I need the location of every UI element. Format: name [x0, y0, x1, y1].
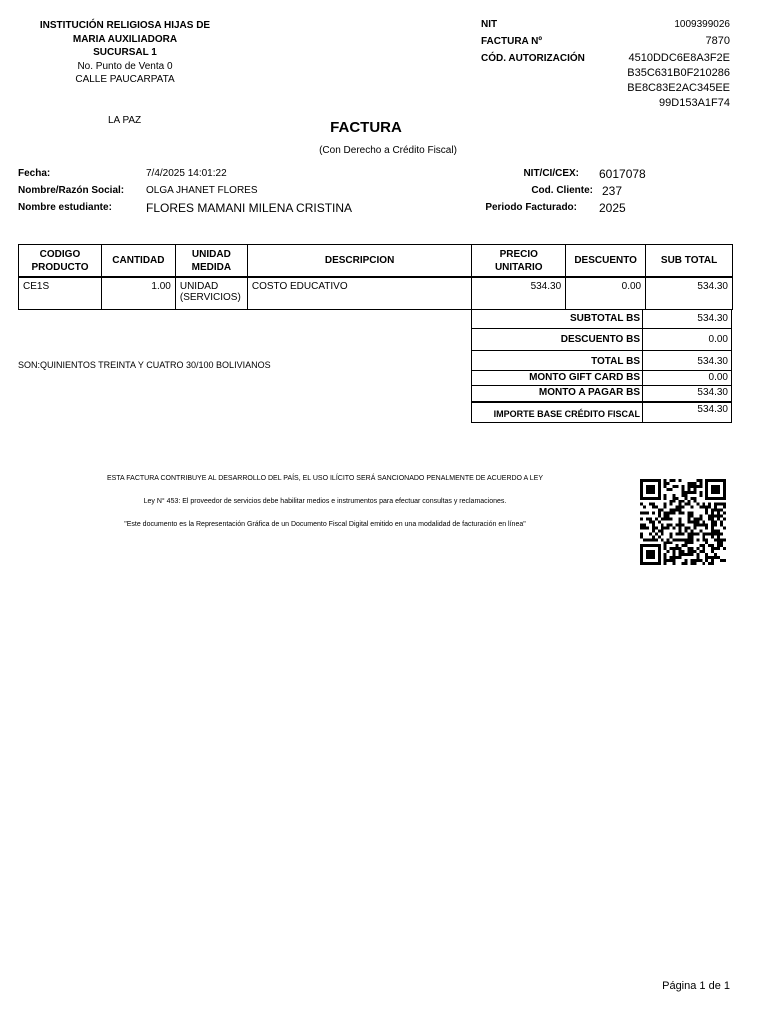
cell-code: CE1S — [19, 277, 102, 310]
column-header-code: CODIGO PRODUCTO — [19, 245, 102, 278]
cell-discount: 0.00 — [566, 277, 646, 310]
tax-base-value: 534.30 — [697, 404, 728, 415]
date-label: Fecha: — [18, 168, 51, 179]
issuer-name-line1: INSTITUCIÓN RELIGIOSA HIJAS DE — [39, 20, 211, 31]
column-header-subtotal: SUB TOTAL — [646, 245, 733, 278]
document-title: FACTURA — [330, 119, 402, 136]
totals-row-amount-to-pay — [471, 386, 732, 403]
subtotal-value: 534.30 — [697, 313, 728, 324]
column-header-quantity: CANTIDAD — [101, 245, 175, 278]
amount-to-pay-value: 534.30 — [697, 387, 728, 398]
issuer-branch: SUCURSAL 1 — [93, 47, 157, 58]
auth-code-value — [627, 51, 730, 111]
column-header-discount: DESCUENTO — [566, 245, 646, 278]
auth-code-line: B35C631B0F210286 — [627, 67, 730, 79]
table-row — [19, 277, 733, 310]
auth-code-line: BE8C83E2AC345EE — [627, 82, 730, 94]
tax-base-label: IMPORTE BASE CRÉDITO FISCAL — [472, 403, 643, 422]
totals-row-discount — [471, 329, 732, 351]
subtotal-label: SUBTOTAL BS — [472, 310, 643, 328]
client-name-label: Nombre/Razón Social: — [18, 185, 125, 196]
totals-row-tax-base — [471, 403, 732, 423]
total-value: 534.30 — [697, 356, 728, 367]
client-nit-label: NIT/CI/CEX: — [523, 168, 579, 179]
amount-to-pay-label: MONTO A PAGAR BS — [472, 386, 643, 401]
column-header-unit: UNIDAD MEDIDA — [175, 245, 247, 278]
client-nit-value: 6017078 — [599, 167, 646, 181]
cell-subtotal: 534.30 — [646, 277, 733, 310]
client-code-label: Cod. Cliente: — [531, 185, 593, 196]
auth-code-line: 99D153A1F74 — [659, 97, 730, 109]
issuer-block — [20, 19, 230, 87]
cell-description: COSTO EDUCATIVO — [247, 277, 471, 310]
legal-notice-2: Ley N° 453: El proveedor de servicios debe habilitar medios e instrumentos para efectuar consultas y reclamaciones. — [143, 498, 507, 505]
column-header-description: DESCRIPCION — [247, 245, 471, 278]
gift-card-value: 0.00 — [708, 372, 728, 383]
legal-notice-1: ESTA FACTURA CONTRIBUYE AL DESARROLLO DEL PAÍS, EL USO ILÍCITO SERÁ SANCIONADO PENALMENTE DE ACUERDO A LEY — [106, 475, 544, 482]
discount-label: DESCUENTO BS — [472, 329, 643, 350]
qr-code-icon — [640, 479, 726, 570]
billing-period-label: Periodo Facturado: — [485, 202, 577, 213]
legal-notice-3: "Este documento es la Representación Gráfica de un Documento Fiscal Digital emitido en una modalidad de facturación en línea" — [124, 521, 526, 528]
invoice-number-value: 7870 — [705, 35, 730, 47]
page-number: Página 1 de 1 — [662, 980, 730, 992]
student-name-label: Nombre estudiante: — [18, 202, 112, 213]
cell-unit: UNIDAD (SERVICIOS) — [175, 277, 247, 310]
items-table — [18, 244, 733, 310]
total-label: TOTAL BS — [472, 351, 643, 370]
discount-value: 0.00 — [708, 334, 728, 345]
cell-unit-price: 534.30 — [472, 277, 566, 310]
issuer-point-of-sale: No. Punto de Venta 0 — [77, 60, 173, 72]
table-header-row — [19, 245, 733, 278]
date-value: 7/4/2025 14:01:22 — [146, 168, 227, 179]
client-code-value: 237 — [602, 184, 623, 198]
totals-row-gift-card — [471, 371, 732, 386]
auth-code-line: 4510DDC6E8A3F2E — [628, 52, 730, 64]
nit-label: NIT — [481, 19, 498, 30]
document-subtitle: (Con Derecho a Crédito Fiscal) — [319, 145, 457, 156]
totals-block — [471, 310, 732, 423]
student-name-value: FLORES MAMANI MILENA CRISTINA — [146, 201, 353, 215]
totals-row-total — [471, 351, 732, 371]
cell-quantity: 1.00 — [101, 277, 175, 310]
issuer-city: LA PAZ — [108, 115, 142, 126]
totals-row-subtotal — [471, 310, 732, 329]
gift-card-label: MONTO GIFT CARD BS — [472, 371, 643, 385]
amount-in-words: SON:QUINIENTOS TREINTA Y CUATRO 30/100 BOLIVIANOS — [18, 360, 271, 370]
issuer-address: CALLE PAUCARPATA — [75, 74, 175, 85]
client-name-value: OLGA JHANET FLORES — [146, 185, 258, 196]
auth-code-label: CÓD. AUTORIZACIÓN — [481, 53, 585, 64]
nit-value: 1009399026 — [674, 19, 730, 30]
invoice-number-label: FACTURA Nº — [481, 36, 543, 47]
column-header-unit-price: PRECIO UNITARIO — [472, 245, 566, 278]
billing-period-value: 2025 — [599, 201, 626, 215]
issuer-name-line2: MARIA AUXILIADORA — [72, 33, 178, 45]
